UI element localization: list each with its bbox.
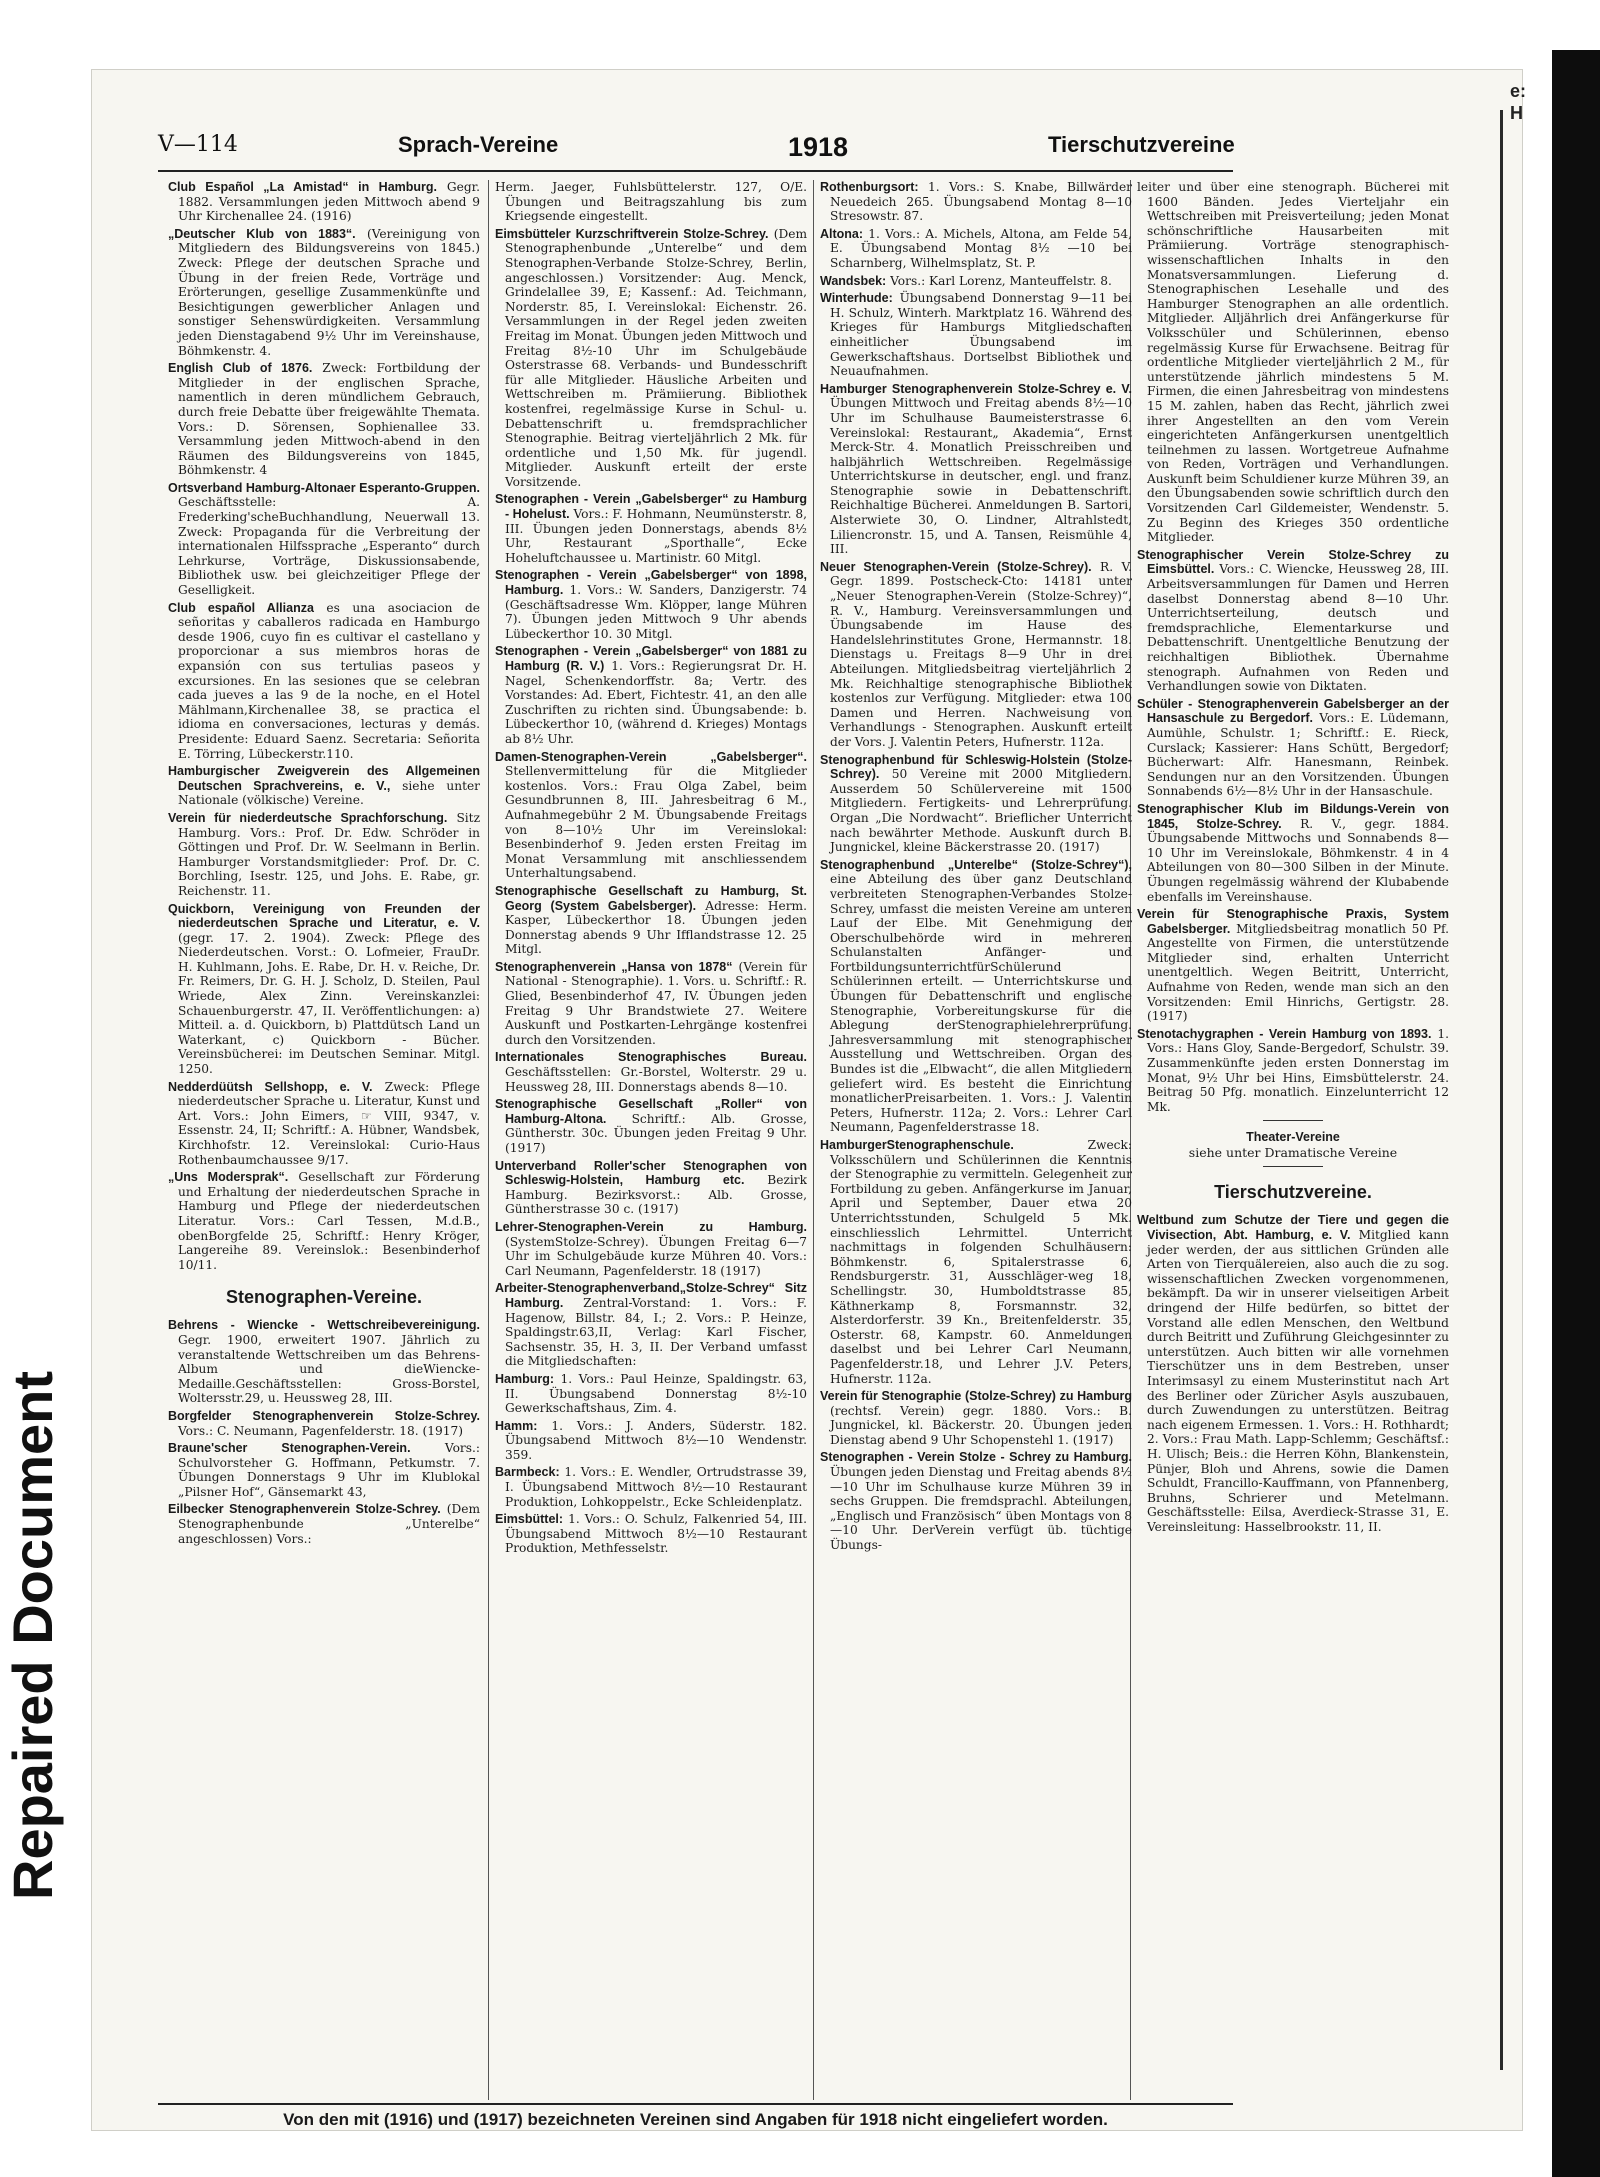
directory-entry bbox=[168, 1441, 480, 1499]
entry-text: Zentral-Vorstand: 1. Vors.: F. Hagenow, Billstr. 84, I.; 2. Vors.: P. Heinze, Spaldingstr.63,II, Verlag: Karl Fischer, Sachsenstr. 35, H. 3, II. Der Verband umfasst die Mitgliedschaften: bbox=[505, 1295, 807, 1369]
directory-entry bbox=[168, 1318, 480, 1406]
entry-text: 1. Vors.: W. Sanders, Danzigerstr. 74 (Geschäftsadresse Wm. Klöpper, lange Mühren 7). Übungen jeden Mittwoch 9 Uhr abends Lübeckerthor 10. 30 Mitgl. bbox=[505, 583, 807, 641]
entry-name: Eimsbütteler Kurzschriftverein Stolze-Schrey. bbox=[495, 226, 769, 241]
directory-entry bbox=[168, 180, 480, 224]
entry-text: Schriftf.: Alb. Grosse, Güntherstr. 30c. Übungen jeden Freitag 9 Uhr. (1917) bbox=[505, 1111, 807, 1155]
directory-entry bbox=[168, 1409, 480, 1438]
entry-text: Übungen jeden Dienstag und Freitag abends 8½—10 Uhr im Schulhause kurze Mühren 39 in sechs Gruppen. Die fremdsprachl. Abteilungen, „Englisch und Französisch“ üben Montags von 8—10 Uhr. DerVerein verfügt üb. tüchtige Übungs- bbox=[830, 1465, 1132, 1553]
entry-text: siehe unter Nationale (völkische) Vereine. bbox=[178, 778, 480, 808]
directory-entry bbox=[495, 227, 807, 490]
directory-entry bbox=[495, 750, 807, 881]
directory-entry bbox=[495, 492, 807, 565]
entry-text: Vors.: C. Wiencke, Heussweg 28, III. Arbeitsversammlungen für Damen und Herren daselbst Donnerstag abend 8—10 Uhr. Unterrichtserteilung, deutsch und fremdsprachliche, Elementarkurse und Debattenschrift. Unentgeltliche Benutzung der reichhaltigen Bibliothek. Übernahme stenograph. Aufnahmen von Reden und Verhandlungen sowie von Diktaten. bbox=[1147, 562, 1449, 694]
entry-name: HamburgerStenographenschule. bbox=[820, 1138, 1014, 1152]
entry-text: Vors.: F. Hohmann, Neumünsterstr. 8, III. Übungen jeden Donnerstags, abends 8½ Uhr, Restaurant „Sporthalle“, Ecke Hoheluftchaussee u. Martinistr. 60 Mitgl. bbox=[505, 507, 807, 565]
directory-entry bbox=[820, 227, 1132, 271]
directory-entry bbox=[820, 291, 1132, 379]
entry-name: Schüler - Stenographenverein Gabelsberger an der Hansaschule zu Bergedorf. bbox=[1137, 696, 1449, 726]
side-watermark-text: Repaired Document bbox=[1, 1371, 64, 1900]
entry-name: Stenotachygraphen - Verein Hamburg von 1893. bbox=[1137, 1026, 1432, 1041]
entry-text: 1. Vors.: O. Schulz, Falkenried 54, III. Übungsabend Mittwoch 8½—10 Restaurant Produktion, Methfesselstr. bbox=[505, 1512, 807, 1556]
entry-name: Eilbecker Stenographenverein Stolze-Schrey. bbox=[168, 1502, 441, 1517]
entry-text: 1. Vors.: E. Wendler, Ortrudstrasse 39, I. Übungsabend Mittwoch 8½—10 Restaurant Produktion, Lohkoppelstr., Ecke Schleidenplatz. bbox=[505, 1465, 807, 1509]
directory-entry bbox=[820, 753, 1132, 855]
entry-text: 1. Vors.: Hans Gloy, Sande-Bergedorf, Schulstr. 39. Zusammenkünfte jeden ersten Donnerstag im Monat, 9½ Uhr bei Hins, Eimsbüttelerstr. 24. Beitrag 50 Pfg. monatlich. Einzelunterricht 12 Mk. bbox=[1147, 1026, 1449, 1114]
directory-entry bbox=[820, 1450, 1132, 1552]
entry-name: Club español Allianza bbox=[168, 600, 314, 615]
entry-text: eine Abteilung des über ganz Deutschland verbreiteten Stenographen-Verbandes Stolze-Schrey, umfasst die meisten Vereine am unteren Lauf der Elbe. Mit Genehmigung der Oberschulbehörde wird in mehreren Schulanstalten Anfänger- und FortbildungsunterrichtfürSchülerund Schülerinnen erteilt. — Unterrichtskurse und Übungen für Debattenschrift und englische Stenographie, Vorbereitungskurse für die Ablegung derStenographielehrerprüfung. Jahresversammlung mit stenographischer Ausstellung und Wettschreiben. Organ des Bundes ist die „Elbwacht“, die allen Mitgliedern geliefert wird. Es besteht die Einrichtung monatlicherPreisarbeiten. 1. Vors.: J. Valentin Peters, Hufnerstr. 112a; 2. Vors.: Lehrer Carl Neumann, Pagenfelderstrasse 18. bbox=[830, 872, 1132, 1135]
entry-text: R. V., gegr. 1884. Übungsabende Mittwochs und Sonnabends 8—10 Uhr im Vereinslokale, Böhmkenstr. 4 in 4 Abteilungen von 80—300 Silben in der Minute. Übungen regelmässig während der Klubabende ebenfalls im Vereinshause. bbox=[1147, 816, 1449, 904]
entry-text: 1. Vors.: Paul Heinze, Spaldingstr. 63, II. Übungsabend Donnerstag 8½-10 Gewerkschaftshaus, Zim. 4. bbox=[505, 1371, 807, 1416]
entry-name: Verein für Stenographie (Stolze-Schrey) zu Hamburg bbox=[820, 1389, 1132, 1404]
page-header bbox=[158, 132, 1233, 170]
entry-text: 1. Vors.: S. Knabe, Billwärder Neuedeich 265. Übungsabend Montag 8—10 Stresowstr. 87. bbox=[830, 180, 1132, 224]
directory-entry bbox=[495, 644, 807, 746]
header-rule bbox=[158, 170, 1233, 172]
directory-entry bbox=[168, 1080, 480, 1168]
adjacent-page-fragment: e: H bbox=[1510, 81, 1527, 123]
directory-entry bbox=[495, 1372, 807, 1416]
text-column-2 bbox=[495, 180, 807, 2100]
directory-entry bbox=[168, 764, 480, 808]
cross-reference-note: siehe unter Dramatische Vereine bbox=[1188, 1145, 1398, 1161]
entry-text: Mitgliedsbeitrag monatlich 50 Pf. Angestellte von Firmen, die unterstützende Mitglieder sind, erhalten Unterricht unentgeltlich. Wegen Beitritt, Unterricht, Aufnahme von Reden, wende man sich an den Vorsitzenden: Emil Hinrichs, Gertigstr. 28. (1917) bbox=[1147, 921, 1449, 1024]
entry-text: 1. Vors.: Regierungsrat Dr. H. Nagel, Schenkendorffstr. 8a; Vertr. des Vorstandes: Ad. Ebert, Fichtestr. 41, an den alle Zuschriften zu richten sind. Übungsabende: b. Lübeckerthor 10, (während d. Krieges) Montags ab 8½ Uhr. bbox=[505, 659, 807, 746]
entry-name: Stenographen - Verein „Gabelsberger“ von 1898, Hamburg. bbox=[495, 568, 807, 598]
entry-name: Stenographenverein „Hansa von 1878“ bbox=[495, 959, 733, 974]
entry-text: Mitglied kann jeder werden, der aus sittlichen Gründen alle Arten von Tierquälereien, also auch die zu sog. wissenschaftlichen Zwecken vorgenommenen, bekämpft. Da wir in unserer vielseitigen Arbeit dringend der Hilfe bedürfen, so bittet der Vorstand alle edlen Menschen, den Weltbund durch Beitritt und Zuführung Gleichgesinnter zu unterstützen. Auch bitten wir alle vornehmen Tierschützer uns in dem Bestreben, unser Interimsasyl zu einem Musterinstitut nach Art des Berliner oder Züricher Asyls auszubauen, durch Zuwendungen zu unterstützen. Beitrag nach eigenem Ermessen. 1. Vors.: H. Rothhardt; 2. Vors.: Frau Math. Lapp-Schlemm; Geschäftsf.: H. Ulisch; Beis.: die Herren Köhn, Blankenstein, Pünjer, Bloh und Ahrens, sowie die Damen Schuldt, Francillo-Kauffmann, von Pfannenberg, Bruhns, Schrierer und Metelmann. Geschäftsstelle: Eilsa, Averdieck-Strasse 31, E. Vereinsleitung: Hasselbrookstr. 11, II. bbox=[1147, 1228, 1449, 1534]
entry-text: Vors.: Karl Lorenz, Manteuffelstr. 8. bbox=[890, 273, 1112, 288]
entry-name: Rothenburgsort: bbox=[820, 180, 919, 194]
entry-text: 1. Vors.: J. Anders, Süderstr. 182. Übungsabend Mittwoch 8½—10 Wendenstr. 359. bbox=[505, 1418, 807, 1462]
directory-entry bbox=[495, 960, 807, 1048]
directory-entry bbox=[820, 274, 1132, 289]
entry-name: Borgfelder Stenographenverein Stolze-Schrey. bbox=[168, 1408, 480, 1423]
entry-name: Hamburg: bbox=[495, 1371, 555, 1386]
directory-entry bbox=[168, 1170, 480, 1272]
entry-text: (Dem Stenographenbunde „Unterelbe“ angeschlossen) Vors.: bbox=[178, 1502, 480, 1546]
directory-entry bbox=[1137, 548, 1449, 694]
entry-name: Arbeiter-Stenographenverband„Stolze-Schrey“ Sitz Hamburg. bbox=[495, 1281, 807, 1310]
entry-name: Wandsbek: bbox=[820, 273, 887, 288]
directory-entry bbox=[495, 1097, 807, 1155]
entry-text: Gegr. 1900, erweitert 1907. Jährlich zu veranstaltende Wettschreiben um das Behrens-Album und dieWiencke-Medaille.Geschäftsstellen: Gross-Borstel, Woltersstr.29, u. Heussweg 28, III. bbox=[178, 1332, 480, 1406]
directory-entry bbox=[820, 1138, 1132, 1386]
entry-name: Altona: bbox=[820, 226, 864, 241]
entry-text: Vors.: C. Neumann, Pagenfelderstr. 18. (1917) bbox=[178, 1423, 463, 1438]
text-column-4 bbox=[1137, 180, 1449, 2100]
directory-entry bbox=[168, 601, 480, 762]
header-year: 1918 bbox=[788, 132, 849, 162]
entry-text: Vors.: Schulvorsteher G. Hoffmann, Petkumstr. 7. Übungen Donnerstags 9 Uhr im Klublokal „Pilsner Hof“, Gänsemarkt 43, bbox=[178, 1441, 480, 1499]
text-column-1 bbox=[168, 180, 480, 2100]
directory-entry bbox=[495, 1465, 807, 1509]
entry-text: (Verein für National - Stenographie). 1. Vors. u. Schriftf.: R. Glied, Besenbinderhof 47, IV. Übungen jeden Freitag 9 Uhr Brandstwiete 27. Weitere Auskunft und Postkarten-Lehrgänge kostenfrei durch den Vorsitzenden. bbox=[505, 959, 807, 1047]
directory-entry bbox=[820, 180, 1132, 224]
entry-text: Stellenvermittelung für die Mitglieder kostenlos. Vors.: Frau Olga Zabel, beim Gesundbrunnen 8, III. Jahresbeitrag 6 M., Aufnahmegebühr 2 M. Übungsabende Freitags von 8—10½ Uhr im Vereinslokal: Besenbinderhof 9. Jeden ersten Freitag im Monat Versammlung mit anschliessendem Unterhaltungsabend. bbox=[505, 764, 807, 881]
entry-text: Geschäftsstellen: Gr.-Borstel, Wolterstr. 29 u. Heussweg 28, III. Donnerstags abends 8—10. bbox=[505, 1065, 807, 1094]
cross-reference bbox=[1137, 1129, 1449, 1160]
short-divider bbox=[1263, 1120, 1323, 1121]
entry-name: Stenographische Gesellschaft „Roller“ von Hamburg-Altona. bbox=[495, 1097, 807, 1126]
entry-name: Stenographischer Verein Stolze-Schrey zu Eimsbüttel. bbox=[1137, 547, 1449, 577]
directory-entry bbox=[495, 1281, 807, 1369]
section-heading: Stenographen-Vereine. bbox=[225, 1287, 423, 1308]
entry-name: Hamburgischer Zweigverein des Allgemeinen Deutschen Sprachvereins, e. V., bbox=[168, 764, 480, 793]
entry-name: Stenographen - Verein „Gabelsberger“ zu Hamburg - Hohelust. bbox=[495, 492, 807, 522]
entry-name: Quickborn, Vereinigung von Freunden der niederdeutschen Sprache und Literatur, e. V. bbox=[168, 901, 480, 931]
cross-reference-title: Theater-Vereine bbox=[1246, 1130, 1340, 1145]
directory-entry bbox=[495, 568, 807, 641]
entry-name: Stenographenbund „Unterelbe“ (Stolze-Schrey“), bbox=[820, 857, 1132, 872]
directory-entry bbox=[820, 560, 1132, 750]
entry-text: Zweck: Volksschülern und Schülerinnen die Kenntnis der Stenographie zu vermitteln. Gelegenheit zur Fortbildung zu geben. Anfängerkurse im Januar, April und September, Dauer etwa 20 Unterrichtsstunden, Schulgeld 5 Mk. einschliesslich Lehrmittel. Unterricht nachmittags in folgenden Schulhäusern: Böhmkenstr. 6, Spitalerstrasse 6, Rendsburgerstr. 31, Ausschläger-weg 18, Schellingstr. 30, Humboldtstrasse 85, Käthnerkamp 8, Forsmannstr. 32, Alsterdorferstr. 39 Kn., Breitenfelderstr. 35, Osterstr. 68, Kampstr. 60. Anmeldungen daselbst und bei Lehrer Carl Neumann, Pagenfelderstr.18, und Lehrer J.V. Peters, Hufnerstr. 112a. bbox=[830, 1138, 1132, 1386]
entry-name: Unterverband Roller'scher Stenographen von Schleswig-Holstein, Hamburg etc. bbox=[495, 1158, 807, 1188]
header-left-title: Sprach-Vereine bbox=[398, 132, 559, 157]
page-right-border bbox=[1500, 110, 1503, 2070]
entry-name: English Club of 1876. bbox=[168, 361, 313, 376]
entry-text: Bezirk Hamburg. Bezirksvorst.: Alb. Grosse, Güntherstrasse 30 c. (1917) bbox=[505, 1173, 807, 1217]
entry-text: Zweck: Fortbildung der Mitglieder in der englischen Sprache, namentlich in deren mündlichem Gebrauch, durch freie Debatte über freigewählte Themata. Vors.: D. Sörensen, Sophienallee 33. Versammlung jeden Mittwoch-abend in den Räumen des Bildungsvereins von 1845, Böhmkenstr. 4 bbox=[178, 361, 480, 478]
entry-name: Stenographische Gesellschaft zu Hamburg, St. Georg (System Gabelsberger). bbox=[495, 883, 807, 913]
entry-text: 1. Vors.: A. Michels, Altona, am Felde 54, E. Übungsabend Montag 8½ —10 bei Scharnberg, Wilhelmsplatz, St. P. bbox=[830, 226, 1132, 270]
short-divider bbox=[1263, 1166, 1323, 1167]
entry-name: Damen-Stenographen-Verein „Gabelsberger“. bbox=[495, 749, 807, 764]
directory-entry bbox=[820, 1389, 1132, 1447]
directory-entry bbox=[1137, 697, 1449, 799]
page-footer-note: Von den mit (1916) und (1917) bezeichneten Vereinen sind Angaben für 1918 nicht eingeliefert worden. bbox=[283, 2110, 1108, 2129]
directory-entry bbox=[495, 1159, 807, 1217]
entry-name: Weltbund zum Schutze der Tiere und gegen die Vivisection, Abt. Hamburg, e. V. bbox=[1137, 1213, 1449, 1242]
entry-text: (Vereinigung von Mitgliedern des Bildungsvereins von 1845.) Zweck: Pflege der deutschen Sprache und Übung in der freien Rede, Vorträge und Erörterungen, gesellige Zusammenkünfte und Besichtigungen gewerblicher Anlagen und sonstiger Sehenswürdigkeiten. Versammlung jeden Dienstagabend 9½ Uhr im Vereinshause, Böhmkenstr. 4. bbox=[178, 226, 480, 358]
directory-entry bbox=[820, 382, 1132, 557]
entry-name: Neuer Stenographen-Verein (Stolze-Schrey). bbox=[820, 559, 1092, 574]
page-number: V—114 bbox=[158, 132, 238, 157]
entry-text: Vors.: E. Lüdemann, Aumühle, Schulstr. 1; Schriftf.: E. Rieck, Curslack; Kassierer: Hans Schütt, Bergedorf; Bücherwart: Alfr. Hanesmann, Reinbek. Sendungen nur an den Vorsitzenden. Übungen Sonnabends 6½—8½ Uhr in der Hansaschule. bbox=[1147, 711, 1449, 799]
entry-text: (Dem Stenographenbunde „Unterelbe“ und dem Stenographen-Verbande Stolze-Schrey, Berlin, angeschlossen.) Vorsitzender: Aug. Menck, Grindelallee 39, E; Kassenf.: Ad. Teichmann, Norderstr. 85, I. Vereinslokal: Eichenstr. 26. Versammlungen in der Regel jeden zweiten Freitag im Monat. Übungen jeden Mittwoch und Freitag 8½-10 Uhr im Schulgebäude Osterstrasse 68. Verbands- und Bundesschrift für alle Mitglieder. Häusliche Arbeiten und Wettschreiben m. Prämiierung. Bibliothek kostenfrei, regelmässige Kurse in Schul- u. Debattenschrift u. fremdsprachlicher Stenographie. Beitrag vierteljährlich 2 Mk. für ordentliche und 1,50 Mk. für jugendl. Mitglieder. Auskunft erteilt der erste Vorsitzende. bbox=[505, 226, 807, 489]
entry-name: Lehrer-Stenographen-Verein zu Hamburg. bbox=[495, 1219, 807, 1234]
directory-entry bbox=[1137, 1213, 1449, 1534]
entry-name: Stenographenbund für Schleswig-Holstein (Stolze-Schrey). bbox=[820, 752, 1132, 782]
directory-entry bbox=[820, 858, 1132, 1135]
entry-name: Eimsbüttel: bbox=[495, 1512, 564, 1527]
header-right-title: Tierschutzvereine bbox=[1048, 132, 1235, 157]
entry-name: Verein für niederdeutsche Sprachforschung. bbox=[168, 810, 448, 825]
entry-name: Nedderdüütsh Sellshopp, e. V. bbox=[168, 1079, 373, 1094]
entry-name: Winterhude: bbox=[820, 291, 893, 306]
footer-rule bbox=[158, 2103, 1233, 2105]
entry-name: Club Español „La Amistad“ in Hamburg. bbox=[168, 180, 438, 194]
entry-name: Braune'scher Stenographen-Verein. bbox=[168, 1441, 411, 1456]
entry-text: Zweck: Pflege niederdeutscher Sprache u. Literatur, Kunst und Art. Vors.: John Eimers, ☞ VIII, 9347, v. Essenstr. 24, II; Schriftf.: A. Hübner, Wandsbek, Kirchhofstr. 12. Vereinslokal: Curio-Haus Rothenbaumchaussee 9/17. bbox=[178, 1079, 480, 1167]
entry-name: Hamburger Stenographenverein Stolze-Schrey e. V. bbox=[820, 381, 1132, 396]
entry-name: Ortsverband Hamburg-Altonaer Esperanto-Gruppen. bbox=[168, 480, 480, 495]
directory-entry bbox=[495, 1220, 807, 1278]
directory-entry bbox=[168, 1502, 480, 1546]
entry-text: Gegr. 1882. Versammlungen jeden Mittwoch abend 9 Uhr Kirchenallee 24. (1916) bbox=[178, 180, 480, 224]
text-column-3 bbox=[820, 180, 1132, 2100]
directory-entry bbox=[1137, 180, 1449, 545]
directory-entry bbox=[168, 227, 480, 358]
scanner-dark-edge bbox=[1552, 50, 1600, 2177]
entry-name: Behrens - Wiencke - Wettschreibevereinigung. bbox=[168, 1318, 480, 1333]
entry-name: Hamm: bbox=[495, 1418, 538, 1433]
column-divider bbox=[813, 180, 814, 2100]
entry-text: Übungsabend Donnerstag 9—11 bei H. Schulz, Winterh. Marktplatz 16. Während des Krieges für Hamburgs Mitgliedschaften einheitlicher Übungsabend im Gewerkschaftshaus. Dortselbst Bibliothek und Neuaufnahmen. bbox=[830, 291, 1132, 379]
column-divider bbox=[488, 180, 489, 2100]
entry-text: R. V. Gegr. 1899. Postscheck-Cto: 14181 unter „Neuer Stenographen-Verein (Stolze-Schrey)“, R. V., Hamburg. Vereinsversammlungen und Übungsabende im Hause des Handelslehrinstitutes Grone, Hermannstr. 18. Dienstags u. Freitags 8—9 Uhr in drei Abteilungen. Mitgliedsbeitrag vierteljährlich 2 Mk. Reichhaltige stenographische Bibliothek kostenlos zur Verfügung. Mitglieder: etwa 100 Damen und Herren. Nachweisung von Verhandlungs - Stenographen. Auskunft erteilt der Vors. J. Valentin Peters, Hufnerstr. 112a. bbox=[830, 559, 1132, 749]
directory-entry bbox=[168, 811, 480, 899]
directory-entry bbox=[495, 1512, 807, 1556]
entry-name: Stenographen - Verein Stolze - Schrey zu Hamburg. bbox=[820, 1450, 1132, 1465]
entry-name: „Deutscher Klub von 1883“. bbox=[168, 226, 356, 241]
directory-entry bbox=[1137, 1027, 1449, 1115]
entry-text: (SystemStolze-Schrey). Übungen Freitag 6—7 Uhr im Schulgebäude kurze Mühren 40. Vors.: Carl Neumann, Pagenfelderstr. 18 (1917) bbox=[505, 1234, 807, 1278]
entry-text: Gesellschaft zur Förderung und Erhaltung der niederdeutschen Sprache in Hamburg und Pflege der niederdeutschen Literatur. Vors.: Carl Tessen, M.d.B., obenBorgfelde 25, Schriftf.: Henry Kröger, Langereihe 89. Vereinslok.: Besenbinderhof 10/11. bbox=[178, 1170, 480, 1272]
directory-entry bbox=[495, 884, 807, 957]
entry-text: Geschäftsstelle: A. Frederking'scheBuchhandlung, Neuerwall 13. Zweck: Propaganda für die Verbreitung der internationalen Hilfssprache „Esperanto“ durch Lehrkurse, Vorträge, Diskussionsabende, Bibliothek usw. bei gleichzeitiger Pflege der Geselligkeit. bbox=[178, 495, 480, 598]
directory-entry bbox=[1137, 907, 1449, 1024]
directory-entry bbox=[495, 1419, 807, 1463]
entry-name: Stenographen - Verein „Gabelsberger“ von 1881 zu Hamburg (R. V.) bbox=[495, 644, 807, 673]
entry-text: Herm. Jaeger, Fuhlsbüttelerstr. 127, O/E. Übungen und Beitragszahlung bis zum Kriegsende eingestellt. bbox=[495, 180, 807, 224]
section-heading: Tierschutzvereine. bbox=[1214, 1182, 1372, 1203]
directory-entry bbox=[168, 361, 480, 478]
directory-entry bbox=[495, 180, 807, 224]
entry-name: „Uns Modersprak“. bbox=[168, 1170, 289, 1185]
entry-text: Sitz Hamburg. Vors.: Prof. Dr. Edw. Schröder in Göttingen und Prof. Dr. W. Seelmann in Berlin. Hamburger Vorstandsmitglieder: Prof. Dr. C. Borchling, Isestr. 125, und Johs. E. Rabe, gr. Reichenstr. 11. bbox=[178, 810, 480, 898]
entry-text: leiter und über eine stenograph. Bücherei mit 1600 Bänden. Jedes Vierteljahr ein Wettschreiben mit Preisverteilung; jeden Monat schönschriftliche Hausarbeiten mit Prämiierung. Vorträge stenographisch-wissenschaftlichen Inhalts in den Monatsversammlungen. Lieferung d. Stenographischen Lesehalle und des Hamburger Stenographen an alle ordentlich. Mitglieder. Alljährlich drei Anfängerkurse für Volksschüler und Schülerinnen, ebenso regelmässig Kurse für Erwachsene. Beitrag für ordentliche Mitglieder vierteljährlich 2 M., für unterstützende jährlich mindestens 5 M. Firmen, die einen Jahresbeitrag von mindestens 15 M. zahlen, haben das Recht, jährlich zwei ihrer Angestellten an den vom Verein eingerichteten Anfängerkursen unentgeltlich teilnehmen zu lassen. Wortgetreue Aufnahme von Reden, Vorträgen und Verhandlungen. Auskunft beim Schuldiener kurze Mühren 39, an den Übungsabenden sowie schriftlich durch den Vorsitzenden Carl Gildemeister, Wendenstr. 5. Zu Beginn des Krieges 350 ordentliche Mitglieder. bbox=[1137, 180, 1449, 545]
directory-entry bbox=[1137, 802, 1449, 904]
entry-name: Barmbeck: bbox=[495, 1465, 560, 1480]
entry-name: Verein für Stenographische Praxis, System Gabelsberger. bbox=[1137, 907, 1449, 936]
entry-text: (rechtsf. Verein) gegr. 1880. Vors.: B. Jungnickel, kl. Bäckerstr. 20. Übungen jeden Dienstag abend 9 Uhr Schopenstehl 1. (1917) bbox=[830, 1403, 1132, 1447]
directory-entry bbox=[168, 481, 480, 598]
entry-text: Übungen Mittwoch und Freitag abends 8½—10 Uhr im Schulhause Baumeisterstrasse 6. Vereinslokal: Restaurant„ Akademia“, Ernst Merck-Str. 4. Monatlich Preisschreiben und halbjährlich Wettschreiben. Regelmässige Unterrichtskurse in deutscher, engl. und franz. Stenographie sowie in Debattenschrift. Reichhaltige Bücherei. Anmeldungen B. Sartori, Alsterwiete 30, O. Lindner, Altrahlstedt, Liliencronstr. 15, und A. Tansen, Reismühle 4, III. bbox=[830, 396, 1132, 557]
directory-entry bbox=[168, 902, 480, 1077]
entry-text: es una asociacion de señoritas y caballeros radicada en Hamburgo desde 1906, cuyo fin es cultivar el castellano y proporcionar a sus miembros horas de expansión con sus tertulias paseos y excursiones. En las sesiones que se celebran cada jueves a las 9 de la noche, en el Hotel Mählmann,Kirchenallee 38, se practica el idioma en conversaciones, lecturas y demás. Presidente: Eduard Saenz. Secretaria: Señorita E. Törring, Lübeckerstr.110. bbox=[178, 600, 480, 761]
entry-text: (gegr. 17. 2. 1904). Zweck: Pflege des Niederdeutschen. Vorst.: O. Lofmeier, FrauDr. H. Kuhlmann, Johs. E. Rabe, Dr. H. v. Reiche, Dr. Fr. Reimers, Dr. G. H. J. Scholz, D. Steilen, Paul Wriede, Alex Zinn. Vereinskanzlei: Schauenburgerstr. 47, II. Veröffentlichungen: a) Mitteil. a. d. Quickborn, b) Plattdütsch Land un Waterkant, c) Quickborn - Bücher. Vereinsbücherei: im Deutschen Seminar. Mitgl. 1250. bbox=[178, 930, 480, 1077]
entry-name: Internationales Stenographisches Bureau. bbox=[495, 1050, 807, 1065]
directory-entry bbox=[495, 1050, 807, 1094]
entry-text: Adresse: Herm. Kasper, Lübeckerthor 18. Übungen jeden Donnerstag abends 9 Uhr Ifflandstrasse 12. 25 Mitgl. bbox=[505, 898, 807, 957]
entry-name: Stenographischer Klub im Bildungs-Verein von 1845, Stolze-Schrey. bbox=[1137, 801, 1449, 831]
entry-text: 50 Vereine mit 2000 Mitgliedern. Ausserdem 50 Schülervereine mit 1500 Mitgliedern. Fertigkeits- und Lehrerprüfung. Organ „Die Nordwacht“. Brieflicher Unterricht nach bewährter Methode. Auskunft durch B. Jungnickel, kleine Bäckerstrasse 20. (1917) bbox=[830, 767, 1132, 855]
